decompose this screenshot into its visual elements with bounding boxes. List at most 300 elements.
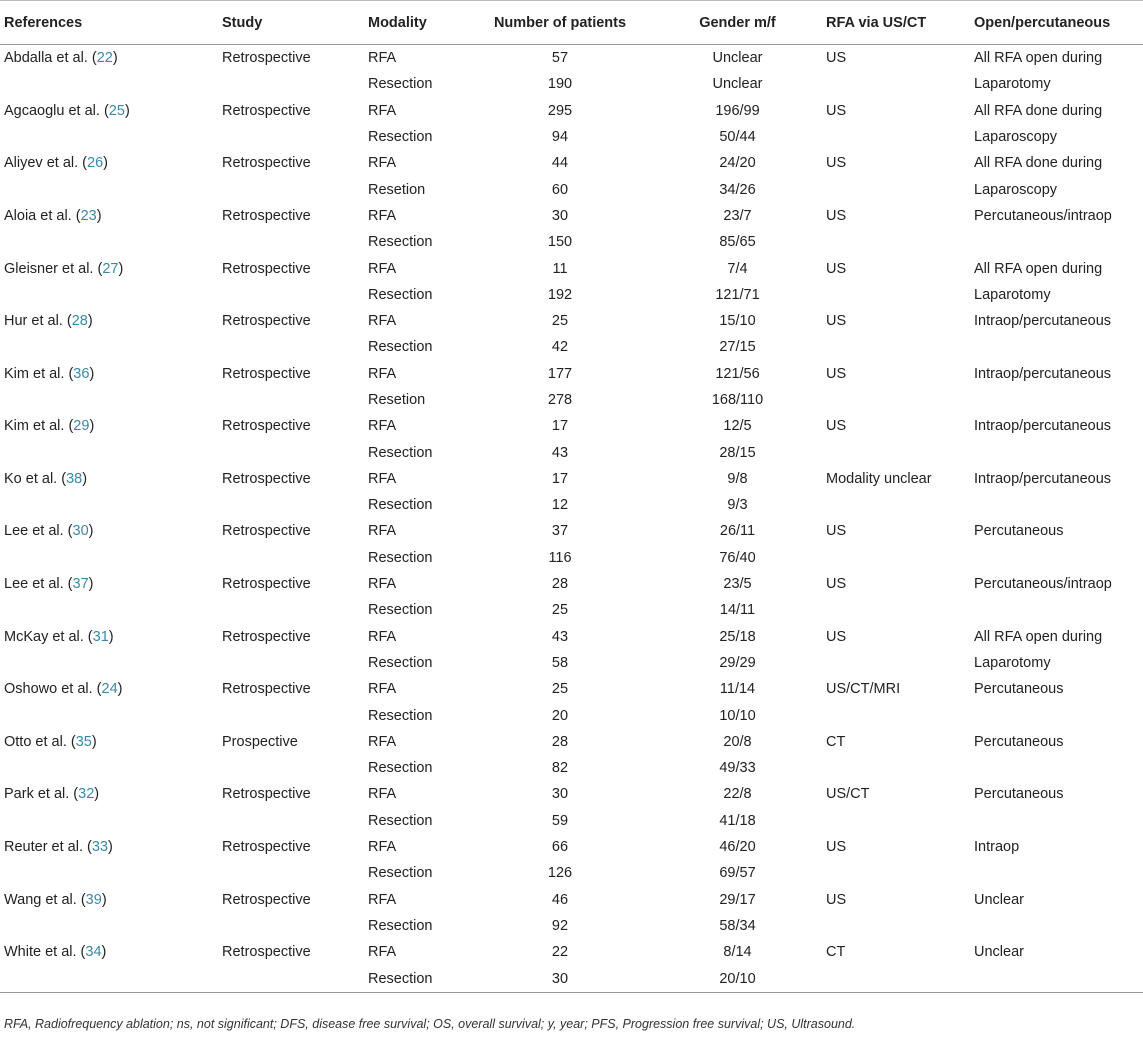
study-cell: Retrospective <box>222 681 311 698</box>
gender-cell: 24/20 <box>719 155 756 172</box>
patients-cell: 126 <box>547 865 573 882</box>
citation-close: ) <box>103 155 108 172</box>
table-row <box>0 45 1143 72</box>
open-percutaneous-cell: Laparoscopy <box>974 181 1058 198</box>
reference-cell <box>0 624 218 650</box>
rfa-via-cell <box>822 282 970 308</box>
open-percutaneous-cell: Laparotomy <box>974 286 1051 303</box>
study-cell: Retrospective <box>222 470 311 487</box>
reference-cell <box>0 98 218 124</box>
rfa-via-cell: US <box>826 102 847 119</box>
study-cell: Prospective <box>222 733 298 750</box>
rfa-via-cell: US/CT <box>826 786 870 803</box>
citation-link[interactable]: 30 <box>72 523 89 540</box>
table-row <box>0 518 1143 544</box>
patients-cell: 59 <box>551 812 569 829</box>
study-cell: Retrospective <box>222 313 311 330</box>
modality-cell: Resection <box>368 286 433 303</box>
citation-close: ) <box>89 418 95 435</box>
rfa-via-cell <box>822 860 970 886</box>
gender-cell: 23/5 <box>723 576 752 593</box>
gender-cell: 14/11 <box>719 602 756 619</box>
author-text: Kim et al. ( <box>4 418 74 435</box>
reference-cell <box>0 308 218 334</box>
modality-cell: Resection <box>368 444 433 461</box>
open-percutaneous-cell: Intraop/percutaneous <box>974 418 1112 435</box>
reference-cell <box>0 282 218 308</box>
reference-cell <box>0 755 218 781</box>
open-percutaneous-cell: Unclear <box>974 891 1024 908</box>
reference-cell <box>0 334 218 360</box>
gender-cell: 25/18 <box>719 628 756 645</box>
reference-cell <box>0 860 218 886</box>
table-row <box>0 229 1143 255</box>
reference-cell <box>0 492 218 518</box>
open-percutaneous-cell <box>970 229 1143 255</box>
study-cell <box>218 650 364 676</box>
gender-cell: 196/99 <box>715 102 760 119</box>
rfa-via-cell: US <box>826 839 847 856</box>
modality-cell: Resection <box>368 602 433 619</box>
gender-cell: 12/5 <box>723 418 752 435</box>
open-percutaneous-cell <box>970 808 1143 834</box>
citation-link[interactable]: 34 <box>85 944 102 961</box>
study-cell: Retrospective <box>222 786 311 803</box>
patients-cell: 116 <box>548 549 572 566</box>
reference-cell <box>0 781 218 807</box>
modality-cell: RFA <box>368 839 397 856</box>
table-row <box>0 597 1143 623</box>
open-percutaneous-cell: Intraop/percutaneous <box>974 470 1112 487</box>
author-text: Aloia et al. ( <box>4 207 81 224</box>
table-row <box>0 71 1143 97</box>
table-row <box>0 545 1143 571</box>
reference-cell <box>0 150 218 176</box>
table-row <box>0 361 1143 387</box>
rfa-via-cell: US <box>826 313 847 330</box>
modality-cell: RFA <box>368 155 397 172</box>
header-gender: Gender m/f <box>649 1 822 45</box>
study-cell <box>218 229 364 255</box>
gender-cell: 121/71 <box>715 286 760 303</box>
study-cell: Retrospective <box>222 576 311 593</box>
citation-close: ) <box>101 891 107 908</box>
citation-close: ) <box>91 733 97 750</box>
citation-close: ) <box>108 628 114 645</box>
gender-cell: 27/15 <box>719 339 756 356</box>
table-row <box>0 965 1143 992</box>
open-percutaneous-cell: Percutaneous <box>974 523 1064 540</box>
patients-cell: 25 <box>551 602 569 619</box>
modality-cell: RFA <box>368 944 397 961</box>
citation-link[interactable]: 32 <box>78 786 95 803</box>
open-percutaneous-cell: Intraop/percutaneous <box>974 313 1112 330</box>
study-cell: Retrospective <box>222 523 311 540</box>
modality-cell: Resection <box>368 339 433 356</box>
study-cell <box>218 755 364 781</box>
modality-cell: RFA <box>368 418 397 435</box>
open-percutaneous-cell: Percutaneous/intraop <box>974 576 1112 593</box>
citation-close: ) <box>94 786 100 803</box>
reference-cell <box>0 361 218 387</box>
open-percutaneous-cell: All RFA open during <box>974 50 1103 67</box>
open-percutaneous-cell <box>970 545 1143 571</box>
table-row <box>0 939 1143 965</box>
reference-cell <box>0 413 218 439</box>
citation-link[interactable]: 35 <box>75 733 92 750</box>
reference-cell <box>0 808 218 834</box>
table-body <box>0 45 1143 993</box>
gender-cell: 8/14 <box>723 944 752 961</box>
gender-cell: 29/17 <box>719 891 756 908</box>
modality-cell: RFA <box>368 786 397 803</box>
citation-link[interactable]: 28 <box>71 313 88 330</box>
open-percutaneous-cell: Percutaneous <box>974 681 1064 698</box>
rfa-via-cell <box>822 229 970 255</box>
table-row <box>0 124 1143 150</box>
reference-cell <box>0 965 218 992</box>
rfa-via-cell: CT <box>826 944 846 961</box>
rfa-via-cell <box>822 334 970 360</box>
citation-link[interactable]: 31 <box>92 628 109 645</box>
open-percutaneous-cell <box>970 860 1143 886</box>
rfa-via-cell: US <box>826 155 847 172</box>
citation-link[interactable]: 25 <box>108 102 125 119</box>
table-footnote: RFA, Radiofrequency ablation; ns, not significant; DFS, disease free survival; OS, overall survival; y, year; PFS, Progression free survival; US, Ultrasound. <box>4 1017 856 1031</box>
open-percutaneous-cell: All RFA done during <box>974 102 1103 119</box>
open-percutaneous-cell: Laparotomy <box>974 76 1051 93</box>
table-row <box>0 729 1143 755</box>
gender-cell: 9/8 <box>727 470 748 487</box>
citation-link[interactable]: 38 <box>66 470 83 487</box>
patients-cell: 82 <box>551 760 569 777</box>
citation-close: ) <box>107 839 113 856</box>
author-text: Agcaoglu et al. ( <box>4 102 109 119</box>
header-open-percutaneous: Open/percutaneous <box>970 1 1143 45</box>
study-cell <box>218 597 364 623</box>
table-row <box>0 702 1143 728</box>
table-row <box>0 150 1143 176</box>
rfa-via-cell <box>822 439 970 465</box>
reference-cell <box>0 466 218 492</box>
patients-cell: 66 <box>551 839 569 856</box>
gender-cell: Unclear <box>712 76 763 93</box>
patients-cell: 192 <box>547 286 573 303</box>
patients-cell: 190 <box>547 76 573 93</box>
study-cell <box>218 334 364 360</box>
open-percutaneous-cell: Laparoscopy <box>974 129 1058 146</box>
rfa-via-cell: US <box>826 418 847 435</box>
gender-cell: 58/34 <box>719 917 756 934</box>
open-percutaneous-cell: Percutaneous <box>974 733 1064 750</box>
gender-cell: 121/56 <box>715 365 760 382</box>
rfa-via-cell <box>822 808 970 834</box>
table-row <box>0 413 1143 439</box>
rfa-via-cell <box>822 702 970 728</box>
study-cell <box>218 860 364 886</box>
citation-link[interactable]: 26 <box>87 155 104 172</box>
citation-close: ) <box>124 102 130 119</box>
patients-cell: 43 <box>551 444 569 461</box>
author-text: McKay et al. ( <box>4 628 93 645</box>
reference-cell <box>0 729 218 755</box>
patients-cell: 25 <box>551 313 569 330</box>
citation-link[interactable]: 33 <box>91 839 108 856</box>
table-row <box>0 98 1143 124</box>
patients-cell: 58 <box>551 654 569 671</box>
patients-cell: 30 <box>551 207 569 224</box>
patients-cell: 30 <box>551 786 569 803</box>
citation-link[interactable]: 27 <box>102 260 119 277</box>
open-percutaneous-cell: Unclear <box>974 944 1024 961</box>
modality-cell: Resection <box>368 76 433 93</box>
citation-link[interactable]: 23 <box>80 207 97 224</box>
gender-cell: 15/10 <box>719 313 756 330</box>
table-row <box>0 860 1143 886</box>
study-cell <box>218 124 364 150</box>
rfa-via-cell <box>822 913 970 939</box>
table-row <box>0 492 1143 518</box>
author-text: Aliyev et al. ( <box>4 155 87 172</box>
rfa-via-cell <box>822 755 970 781</box>
gender-cell: 76/40 <box>719 549 756 566</box>
study-cell: Retrospective <box>222 365 311 382</box>
table-row <box>0 334 1143 360</box>
citation-link[interactable]: 24 <box>101 681 118 698</box>
study-cell: Retrospective <box>222 628 311 645</box>
rfa-via-cell <box>822 71 970 97</box>
gender-cell: 20/10 <box>649 965 822 992</box>
rfa-via-cell: CT <box>826 733 846 750</box>
modality-cell: Resection <box>364 965 467 992</box>
rfa-via-cell <box>822 650 970 676</box>
citation-close: ) <box>101 944 107 961</box>
open-percutaneous-cell <box>970 913 1143 939</box>
modality-cell: Resection <box>368 129 433 146</box>
patients-cell: 44 <box>551 155 569 172</box>
gender-cell: 22/8 <box>723 786 752 803</box>
study-cell: Retrospective <box>222 891 311 908</box>
citation-close: ) <box>112 50 118 67</box>
patients-cell: 25 <box>551 681 569 698</box>
rfa-via-cell: US <box>826 576 847 593</box>
author-text: Gleisner et al. ( <box>4 260 103 277</box>
table-row <box>0 387 1143 413</box>
gender-cell: 7/4 <box>727 260 748 277</box>
author-text: Park et al. ( <box>4 786 79 803</box>
open-percutaneous-cell <box>970 965 1143 992</box>
author-text: Otto et al. ( <box>4 733 76 750</box>
open-percutaneous-cell: Intraop <box>974 839 1020 856</box>
table-row <box>0 781 1143 807</box>
modality-cell: RFA <box>368 470 397 487</box>
gender-cell: 23/7 <box>723 207 752 224</box>
gender-cell: Unclear <box>712 50 763 67</box>
table-row <box>0 439 1143 465</box>
study-cell <box>218 492 364 518</box>
gender-cell: 9/3 <box>727 497 748 514</box>
modality-cell: RFA <box>368 207 397 224</box>
citation-link[interactable]: 29 <box>73 418 90 435</box>
table-row <box>0 466 1143 492</box>
rfa-via-cell <box>822 176 970 202</box>
open-percutaneous-cell <box>970 702 1143 728</box>
author-text: Wang et al. ( <box>4 891 86 908</box>
open-percutaneous-cell <box>970 755 1143 781</box>
reference-cell <box>0 229 218 255</box>
rfa-via-cell: US <box>826 50 847 67</box>
reference-cell <box>0 597 218 623</box>
open-percutaneous-cell: Percutaneous <box>974 786 1064 803</box>
modality-cell: RFA <box>368 523 397 540</box>
table-row <box>0 308 1143 334</box>
open-percutaneous-cell <box>970 439 1143 465</box>
citation-close: ) <box>96 207 102 224</box>
open-percutaneous-cell <box>970 334 1143 360</box>
author-text: Oshowo et al. ( <box>4 681 102 698</box>
patients-cell: 22 <box>551 944 569 961</box>
table-row <box>0 650 1143 676</box>
patients-cell: 92 <box>551 917 569 934</box>
gender-cell: 11/14 <box>719 681 756 698</box>
gender-cell: 28/15 <box>719 444 756 461</box>
citation-close: ) <box>117 681 123 698</box>
study-cell <box>218 913 364 939</box>
reference-cell <box>0 834 218 860</box>
study-cell: Retrospective <box>222 155 311 172</box>
rfa-via-cell <box>822 124 970 150</box>
reference-cell <box>0 887 218 913</box>
reference-cell <box>0 45 218 72</box>
gender-cell: 41/18 <box>719 812 756 829</box>
rfa-via-cell <box>822 597 970 623</box>
table-row <box>0 913 1143 939</box>
table-row <box>0 676 1143 702</box>
modality-cell: Resection <box>368 234 433 251</box>
citation-link[interactable]: 37 <box>72 576 89 593</box>
reference-cell <box>0 702 218 728</box>
rfa-via-cell <box>822 965 970 992</box>
table-row <box>0 624 1143 650</box>
citation-link[interactable]: 22 <box>96 50 113 67</box>
reference-cell <box>0 913 218 939</box>
study-cell: Retrospective <box>222 50 311 67</box>
table-row <box>0 255 1143 281</box>
modality-cell: Resection <box>368 654 433 671</box>
author-text: Hur et al. ( <box>4 313 72 330</box>
author-text: Lee et al. ( <box>4 523 73 540</box>
reference-cell <box>0 650 218 676</box>
patients-cell: 28 <box>551 576 569 593</box>
reference-cell <box>0 439 218 465</box>
study-cell <box>218 439 364 465</box>
patients-cell: 28 <box>551 733 569 750</box>
modality-cell: RFA <box>368 50 397 67</box>
table-row <box>0 755 1143 781</box>
gender-cell: 168/110 <box>711 392 764 408</box>
citation-link[interactable]: 39 <box>85 891 102 908</box>
rfa-via-cell: US/CT/MRI <box>826 681 901 698</box>
patients-cell: 17 <box>551 418 569 435</box>
gender-cell: 26/11 <box>719 523 756 540</box>
modality-cell: Resection <box>368 865 433 882</box>
header-references: References <box>0 1 218 45</box>
modality-cell: Resection <box>368 707 433 724</box>
patients-cell: 177 <box>547 365 573 382</box>
citation-close: ) <box>88 523 94 540</box>
open-percutaneous-cell: Intraop/percutaneous <box>974 365 1112 382</box>
modality-cell: Resetion <box>368 392 426 408</box>
table-row <box>0 203 1143 229</box>
patients-cell: 37 <box>551 523 569 540</box>
patients-cell: 278 <box>547 392 573 408</box>
patients-cell: 46 <box>551 891 569 908</box>
gender-cell: 49/33 <box>719 760 756 777</box>
gender-cell: 10/10 <box>719 707 756 724</box>
author-text: Reuter et al. ( <box>4 839 92 856</box>
reference-cell <box>0 255 218 281</box>
patients-cell: 17 <box>551 470 569 487</box>
gender-cell: 34/26 <box>719 181 756 198</box>
author-text: White et al. ( <box>4 944 86 961</box>
study-cell: Retrospective <box>222 418 311 435</box>
open-percutaneous-cell <box>970 492 1143 518</box>
table-row <box>0 571 1143 597</box>
author-text: Lee et al. ( <box>4 576 73 593</box>
reference-cell <box>0 387 218 413</box>
rfa-via-cell: US <box>826 628 847 645</box>
modality-cell: Resection <box>368 917 433 934</box>
citation-close: ) <box>88 576 94 593</box>
patients-cell: 11 <box>552 260 568 277</box>
open-percutaneous-cell: Percutaneous/intraop <box>974 207 1112 224</box>
header-row <box>0 1 1143 45</box>
table-row <box>0 176 1143 202</box>
reference-cell <box>0 176 218 202</box>
gender-cell: 85/65 <box>719 234 756 251</box>
table-row <box>0 282 1143 308</box>
open-percutaneous-cell <box>970 387 1143 413</box>
modality-cell: RFA <box>368 681 397 698</box>
patients-cell: 43 <box>551 628 569 645</box>
patients-cell: 20 <box>551 707 569 724</box>
table-row <box>0 887 1143 913</box>
patients-cell: 150 <box>547 234 573 251</box>
modality-cell: Resection <box>368 812 433 829</box>
modality-cell: RFA <box>368 313 397 330</box>
rfa-via-cell <box>822 492 970 518</box>
gender-cell: 20/8 <box>723 733 752 750</box>
reference-cell <box>0 676 218 702</box>
rfa-via-cell <box>822 545 970 571</box>
study-cell: Retrospective <box>222 102 311 119</box>
study-cell: Retrospective <box>222 944 311 961</box>
rfa-via-cell: US <box>826 891 847 908</box>
study-cell: Retrospective <box>222 207 311 224</box>
reference-cell <box>0 71 218 97</box>
citation-link[interactable]: 36 <box>73 365 90 382</box>
open-percutaneous-cell: All RFA open during <box>974 260 1103 277</box>
study-cell <box>218 176 364 202</box>
reference-cell <box>0 545 218 571</box>
reference-cell <box>0 571 218 597</box>
reference-cell <box>0 939 218 965</box>
rfa-via-cell: Modality unclear <box>826 470 932 487</box>
reference-cell <box>0 124 218 150</box>
patients-cell: 30 <box>467 965 649 992</box>
patients-cell: 295 <box>547 102 573 119</box>
modality-cell: RFA <box>368 576 397 593</box>
